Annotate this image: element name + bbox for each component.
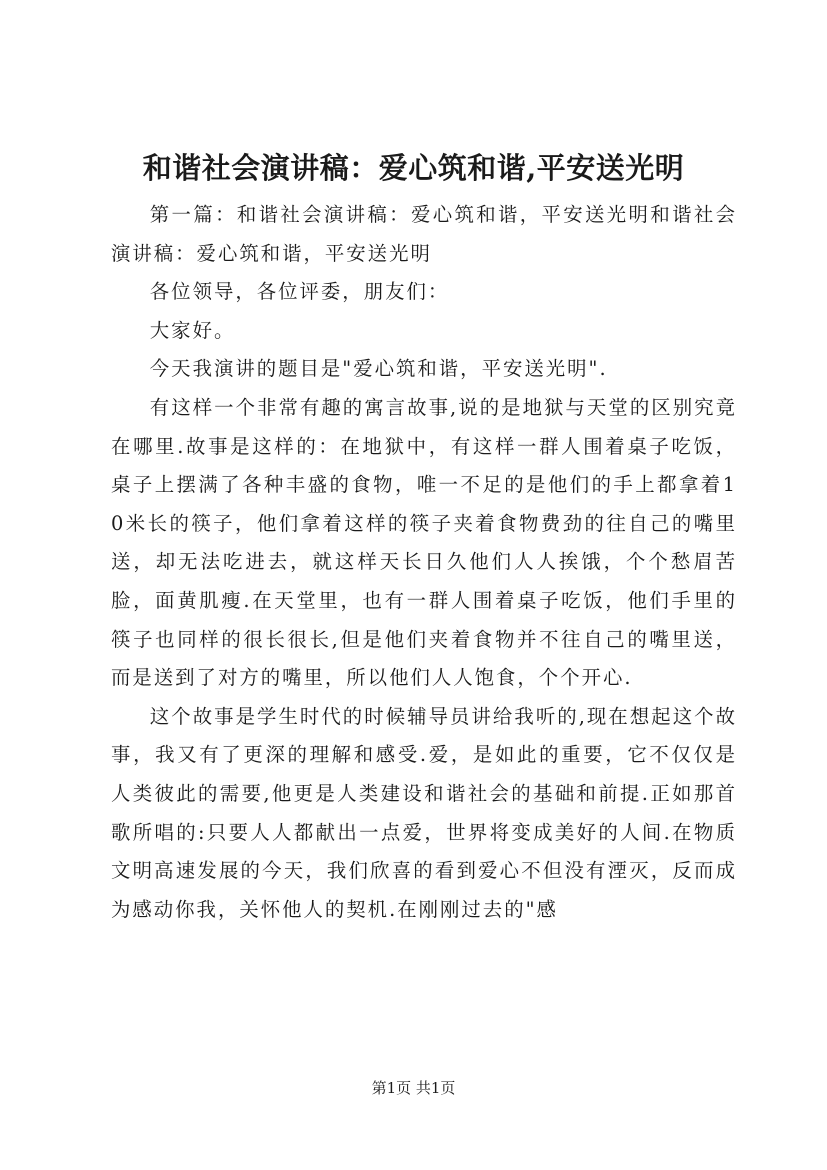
document-body: [111, 196, 737, 929]
page-footer: 第1页 共1页: [371, 1079, 456, 1097]
paragraph-topic: 今天我演讲的题目是"爱心筑和谐，平安送光明".: [149, 357, 608, 381]
paragraph-salutation: 各位领导，各位评委，朋友们：: [149, 280, 450, 304]
paragraph-reflection: 这个故事是学生时代的时候辅导员讲给我听的,现在想起这个故事，我又有了更深的理解和感受.爱，是如此的重要，它不仅仅是人类彼此的需要,他更是人类建设和谐社会的基础和前提.正如那首歌所唱的:只要人人都献出一点爱，世界将变成美好的人间.在物质文明高速发展的今天，我们欣喜的看到爱心不但没有湮灭，反而成为感动你我，关怀他人的契机.在刚刚过去的"感: [111, 704, 737, 921]
paragraph-heading: 第一篇：和谐社会演讲稿：爱心筑和谐，平安送光明和谐社会演讲稿：爱心筑和谐，平安送光明: [111, 203, 737, 265]
document-title: 和谐社会演讲稿：爱心筑和谐,平安送光明: [142, 151, 685, 185]
paragraph-story: 有这样一个非常有趣的寓言故事,说的是地狱与天堂的区别究竟在哪里.故事是这样的：在地狱中，有这样一群人围着桌子吃饭，桌子上摆满了各种丰盛的食物，唯一不足的是他们的手上都拿着10米长的筷子，他们拿着这样的筷子夹着食物费劲的往自己的嘴里送，却无法吃进去，就这样天长日久他们人人挨饿，个个愁眉苦脸，面黄肌瘦.在天堂里，也有一群人围着桌子吃饭，他们手里的筷子也同样的很长很长,但是他们夹着食物并不往自己的嘴里送，而是送到了对方的嘴里，所以他们人人饱食，个个开心.: [111, 395, 737, 690]
paragraph-greeting: 大家好。: [149, 318, 236, 342]
